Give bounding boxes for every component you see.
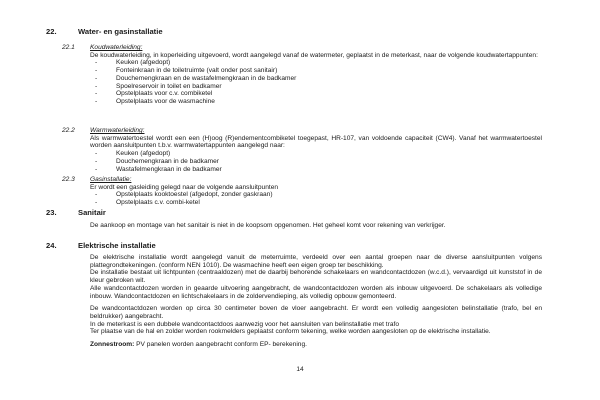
paragraph: Ter plaatse van de hal en zolder worden rookmelders geplaatst conform tekening, welke worden aangesloten op de elektrische installatie. <box>90 328 491 336</box>
section-24-heading <box>46 241 346 251</box>
subsection-title: Koudwaterleiding: <box>90 44 143 51</box>
list-item: - Opstelplaats voor c.v. combiketel <box>95 90 213 98</box>
paragraph: De aankoop en montage van het sanitair is niet in de koopsom opgenomen. Het geheel komt voor rekening van verkrijger. <box>90 222 446 229</box>
paragraph: De wandcontactdozen worden op circa 30 centimeter boven de vloer aangebracht. Er wordt een volledig aangesloten belinstallatie (trafo, bel en beldrukker) aangebracht. <box>90 305 542 320</box>
subsection-number: 22.3 <box>62 176 75 183</box>
section-number: 24. <box>46 241 57 250</box>
subsection-title: Gasinstallatie: <box>90 176 132 183</box>
paragraph: De installatie bestaat uit lichtpunten (centraaldozen) met de daarbij behorende schakelaars en wandcontactdozen (w.c.d.), vervaardigd uit kunststof in de kleur gebroken wit. <box>90 269 542 285</box>
gas-list <box>90 191 542 206</box>
page-number: 14 <box>296 366 304 373</box>
section-title: Water- en gasinstallatie <box>78 27 163 36</box>
subsection-22-3 <box>90 176 542 207</box>
solar-text: PV panelen worden aangebracht conform EP- berekening. <box>134 341 307 349</box>
paragraph: De elektrische installatie wordt aangelegd vanuit de meterruimte, verdeeld over een aantal groepen naar de diverse aansluitpunten volgens plattegrondtekeningen. (conform NEN 1010). De wasmachine heeft een eigen groep ter beschikking. <box>90 254 542 269</box>
list-item: - Opstelplaats voor de wasmachine <box>95 97 215 105</box>
section-24-body <box>90 254 542 349</box>
list-item: - Keuken (afgedopt) <box>95 59 171 67</box>
subsection-22-1 <box>90 44 542 106</box>
paragraph: In de meterkast is een dubbele wandcontactdoos aanwezig voor het aansluiten van belinstallatie met trafo <box>90 320 399 328</box>
section-title: Elektrische installatie <box>78 241 156 250</box>
tappunten-list <box>90 150 542 173</box>
subsection-number: 22.2 <box>62 127 75 134</box>
subsection-intro: De koudwaterleiding, in koperleiding uitgevoerd, wordt aangelegd vanaf de watermeter, geplaatst in de meterkast, naar de volgende koudwatertappunten: <box>90 51 538 59</box>
subsection-title: Warmwaterleiding: <box>90 127 145 134</box>
list-item: - Wastafelmengkraan in de badkamer <box>95 165 222 173</box>
section-23-heading <box>46 208 346 218</box>
subsection-22-2 <box>90 127 542 173</box>
list-item: - Opstelplaats kooktoestel (afgedopt, zonder gaskraan) <box>95 191 273 199</box>
section-22-heading <box>46 27 346 37</box>
subsection-intro: Als warmwatertoestel wordt een een (H)oog (R)endementcombiketel toegepast, HR-107, van voldoende capaciteit (CW4). Vanaf het warmwatertoestel worden aansluitpunten t.b.v. warmwatertappunten aangelegd naar: <box>90 134 542 150</box>
subsection-number: 22.1 <box>62 44 75 51</box>
paragraph: Alle wandcontactdozen worden in geaarde uitvoering aangebracht, de wandcontactdozen worden als inbouw uitgevoerd. De schakelaars als volledige inbouw. Wandcontactdozen en lichtschakelaars in de zoldervendieping, als volledig opbouw gemonteerd. <box>90 284 542 300</box>
section-23-body <box>90 222 542 230</box>
solar-label: Zonnestroom: <box>90 341 135 349</box>
section-number: 23. <box>46 208 57 217</box>
section-number: 22. <box>46 27 57 36</box>
list-item: - Fonteinkraan in de toiletruimte (valt onder post sanitair) <box>95 67 278 75</box>
subsection-intro: Er wordt een gasleiding gelegd naar de volgende aansluitpunten <box>90 183 279 191</box>
solar-paragraph <box>90 341 542 349</box>
section-title: Sanitair <box>78 208 106 217</box>
tappunten-list <box>90 59 542 105</box>
list-item: - Opstelplaats c.v. combi-ketel <box>95 199 200 207</box>
list-item: - Keuken (afgedopt) <box>95 150 171 158</box>
list-item: - Douchemengkraan in de badkamer <box>95 157 219 165</box>
list-item: - Douchemengkraan en de wastafelmengkraan in de badkamer <box>95 74 297 82</box>
list-item: - Spoelreservoir in toilet en badkamer <box>95 82 222 90</box>
